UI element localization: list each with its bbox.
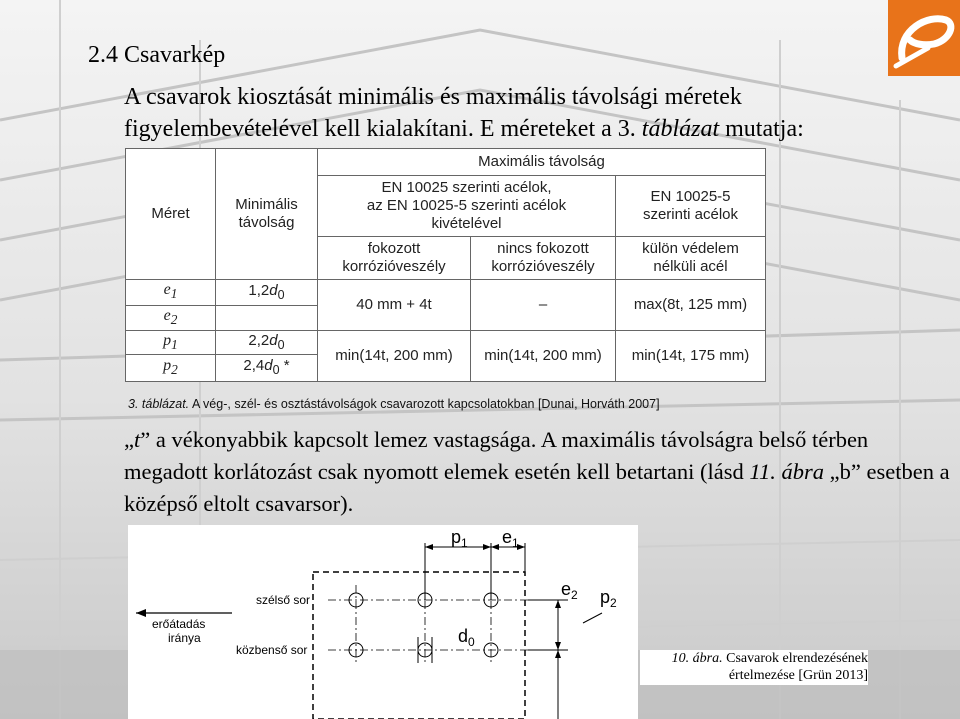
row-c3: min(14t, 175 mm) [616,330,766,381]
label-e1: $e_1$ [502,527,519,550]
arrow-head [555,642,561,650]
bolt-diagram [128,525,638,719]
row-symbol: $p_1$ [126,330,216,355]
label-p1: $p_1$ [451,527,468,550]
label-iranya: iránya [168,631,201,645]
row-min: $2,2d_0$ [216,330,318,355]
row-symbol: $e_1$ [126,279,216,306]
row-c1: min(14t, 200 mm) [318,330,471,381]
table-caption: 3. táblázat. A vég-, szél- és osztástávolságok csavarozott kapcsolatokban [Dunai, Horváth 2007] [128,397,660,411]
center-lines [328,585,538,665]
section-title: 2.4 Csavarkép [88,42,226,68]
bolt-diagram-svg [128,525,638,719]
header-meret: Méret [126,149,216,280]
label-e2: $e_2$ [561,579,578,602]
header-minimalis: Minimális távolság [216,149,318,280]
label-szelso-sor: szélső sor [256,593,311,607]
row-c1: 40 mm + 4t [318,279,471,330]
distance-table [125,148,765,382]
body-paragraph: „t” a vékonyabbik kapcsolt lemez vastagsága. A maximális távolságra belső térben megadott korlátozást csak nyomott elemek esetén kell betartani (lásd 11. ábra „b” esetben a középső eltolt csavarsor). [124,427,950,516]
arrow-head [425,544,433,550]
arrow-head [483,544,491,550]
header-maximalis: Maximális távolság [318,149,766,176]
figure-caption: 10. ábra. Csavarok elrendezésének értelmezése [Grün 2013] [640,650,868,685]
row-c2: min(14t, 200 mm) [471,330,616,381]
arrow-head [491,544,499,550]
label-p2: $p_2$ [600,587,617,610]
table-row [126,279,766,306]
label-kozbenso-sor: közbenső sor [236,643,308,657]
header-nincs-fokozott: nincs fokozott korrózióveszély [471,236,616,279]
header-en10025-5: EN 10025-5 szerinti acélok [616,175,766,236]
row-c3: max(8t, 125 mm) [616,279,766,330]
header-kulon-vedelem: külön védelem nélküli acél [616,236,766,279]
row-symbol: $p_2$ [126,355,216,382]
row-min: $2,4d_0$ * [216,355,318,382]
label-eroatadas: erőátadás [152,617,206,631]
row-symbol: $e_2$ [126,306,216,331]
row-min: $1,2d_0$ [216,279,318,306]
logo-icon [888,0,960,76]
row-c2: – [471,279,616,330]
row-min [216,306,318,331]
arrow-head [555,650,561,658]
header-fokozott: fokozott korrózióveszély [318,236,471,279]
intro-line-1: A csavarok kiosztását minimális és maximális távolsági méretek [124,84,742,110]
intro-line-2: figyelembevételével kell kialakítani. E méreteket a 3. táblázat mutatja: [124,116,804,142]
leader-p2 [583,613,602,623]
label-d0: $d_0$ [458,626,475,649]
table-row [126,330,766,355]
header-en10025: EN 10025 szerinti acélok, az EN 10025-5 szerinti acélok kivételével [318,175,616,236]
arrow-head [555,600,561,608]
force-arrow-head [136,609,146,617]
